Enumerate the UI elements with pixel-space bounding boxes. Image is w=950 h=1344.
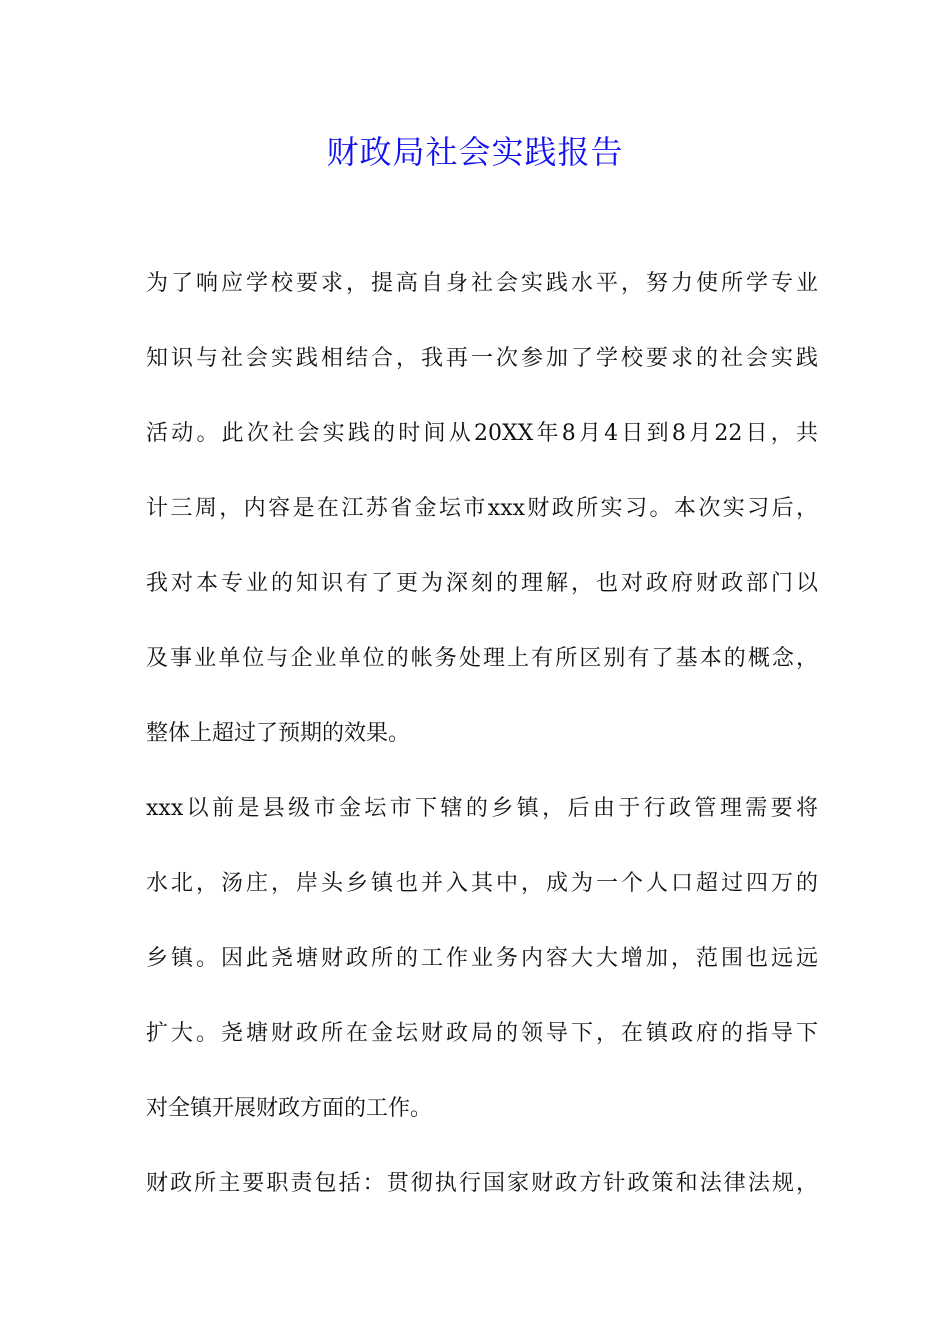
paragraph-line-5: 我对本专业的知识有了更为深刻的理解，也对政府财政部门以 [146, 571, 818, 596]
paragraph-line-9: 水北，汤庄，岸头乡镇也并入其中，成为一个人口超过四万的 [146, 871, 818, 896]
paragraph-line-2: 知识与社会实践相结合，我再一次参加了学校要求的社会实践 [146, 346, 818, 371]
paragraph-line-7: 整体上超过了预期的效果。 [146, 721, 411, 746]
paragraph-line-13: 财政所主要职责包括：贯彻执行国家财政方针政策和法律法规， [146, 1171, 818, 1196]
paragraph-line-1: 为了响应学校要求，提高自身社会实践水平，努力使所学专业 [146, 271, 818, 296]
paragraph-line-11: 扩大。尧塘财政所在金坛财政局的领导下，在镇政府的指导下 [146, 1021, 818, 1046]
paragraph-line-4: 计三周，内容是在江苏省金坛市xxx财政所实习。本次实习后， [146, 496, 818, 521]
paragraph-line-12: 对全镇开展财政方面的工作。 [146, 1096, 433, 1121]
paragraph-line-8: xxx以前是县级市金坛市下辖的乡镇，后由于行政管理需要将 [146, 796, 818, 821]
paragraph-line-6: 及事业单位与企业单位的帐务处理上有所区别有了基本的概念， [146, 646, 818, 671]
document-title: 财政局社会实践报告 [326, 133, 624, 171]
paragraph-line-10: 乡镇。因此尧塘财政所的工作业务内容大大增加，范围也远远 [146, 946, 818, 971]
paragraph-line-3: 活动。此次社会实践的时间从20XX年8月4日到8月22日，共 [146, 421, 818, 446]
